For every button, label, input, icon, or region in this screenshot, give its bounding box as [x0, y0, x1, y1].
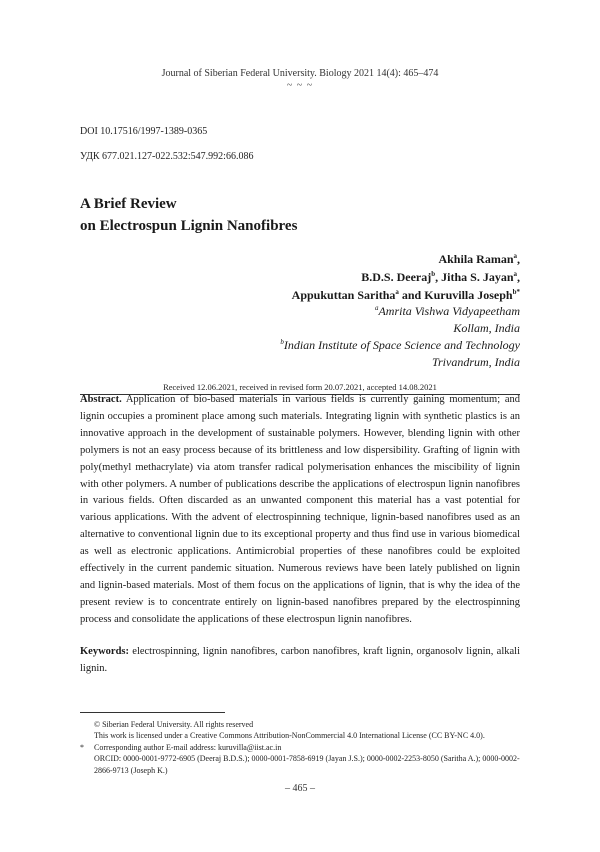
author-affil-mark: b* — [512, 288, 520, 296]
author-affil-mark: a — [395, 288, 399, 296]
author-name: Kuruvilla Joseph — [424, 288, 513, 302]
author-name: B.D.S. Deeraj — [361, 270, 432, 284]
keywords-label: Keywords: — [80, 646, 129, 657]
affiliations — [280, 303, 520, 371]
affiliation-b-name — [280, 337, 520, 354]
orcid-note: ORCID: 0000-0001-9772-6905 (Deeraj B.D.S.); 0000-0001-7858-6919 (Jayan J.S.); 0000-0002-2253-8050 (Saritha A.); 0000-0002-2866-9713 (Joseph K.) — [94, 754, 520, 775]
header-ornament: ~ ~ ~ — [286, 80, 314, 91]
author-line-2: B.D.S. Deeraj$^b$, Jitha S. Jayan$^a$, — [361, 270, 520, 284]
abstract — [80, 392, 520, 629]
affiliation-a-text: Amrita Vishwa Vidyapeetham — [378, 304, 520, 318]
corresponding-note — [80, 742, 520, 753]
page-number: – 465 – — [285, 783, 315, 794]
footnotes — [80, 719, 520, 776]
author-name: Appukuttan Saritha — [291, 288, 396, 302]
author-list — [292, 250, 520, 304]
author-affil-mark: a — [513, 252, 517, 260]
article-title — [80, 193, 297, 237]
abstract-text: Application of bio-based materials in various fields is currently gaining momentum; and lignin occupies a prominent place among such materials. Integrating lignin with synthetic plastics is an innovative approach in the development of sustainable polymers. However, blending lignin with other polymers is not an easy process because of its brittleness and low dispersibility. Grafting of lignin with poly(methyl methacrylate) via atom transfer radical polymerisation enhances the miscibility of lignin with other polymers. A number of publications describe the applications of electrospun lignin nanofibres in various fields. Often discarded as an unwanted component this material has a vast potential for various applications. With the advent of electrospinning technique, lignin-based nanofibres used as an alternative to conventional lignin due to its exceptional property and thus find use in various biomedical as well as electronic applications. Antimicrobial properties of these nanofibres could be exploited effectively in the current pandemic situation. Numerous reviews have been lately published on lignin and lignin-based materials. Most of them focus on the applications of lignin, that is why the idea of the present review is to concentrate entirely on lignin-based nanofibres prepared by the electrospinning process and consolidate the applications of these electrospun lignin nanofibres. — [80, 394, 520, 625]
abstract-label: Abstract. — [80, 394, 122, 405]
footnote-divider — [80, 712, 225, 713]
udc-code: УДК 677.021.127-022.532:547.992:66.086 — [80, 151, 254, 162]
doi: DOI 10.17516/1997-1389-0365 — [80, 126, 208, 137]
license-note: This work is licensed under a Creative Commons Attribution-NonCommercial 4.0 International License (CC BY-NC 4.0). — [94, 731, 485, 741]
author-line-3 — [292, 286, 520, 304]
affiliation-mark: b — [280, 338, 284, 346]
title-line-1: A Brief Review — [80, 196, 177, 212]
affiliation-mark: a — [374, 304, 379, 312]
author-name: Akhila Raman — [438, 252, 514, 266]
affiliation-a-name — [280, 303, 520, 320]
copyright-note: © Siberian Federal University. All rights reserved — [94, 720, 254, 729]
keywords — [80, 644, 520, 678]
footnote-star: * — [80, 742, 84, 752]
author-line-1: Akhila Raman$^a$, — [438, 252, 520, 266]
corresponding-text: Corresponding author E-mail address: kuruvilla@iist.ac.in — [94, 742, 282, 752]
author-conjunction: and — [398, 288, 425, 302]
author-affil-mark: b — [431, 270, 436, 278]
affiliation-a-city: Kollam, India — [453, 321, 520, 335]
affiliation-b-text: Indian Institute of Space Science and Technology — [283, 338, 520, 352]
author-affil-mark: a — [513, 270, 517, 278]
affiliation-b-city: Trivandrum, India — [431, 355, 520, 369]
keywords-text: electrospinning, lignin nanofibres, carbon nanofibres, kraft lignin, organosolv lignin, alkali lignin. — [80, 646, 520, 674]
author-name: Jitha S. Jayan — [441, 270, 514, 284]
journal-header: Journal of Siberian Federal University. Biology 2021 14(4): 465–474 — [161, 68, 439, 79]
received-dates: Received 12.06.2021, received in revised form 20.07.2021, accepted 14.08.2021 — [163, 382, 437, 392]
title-line-2: on Electrospun Lignin Nanofibres — [80, 218, 298, 234]
